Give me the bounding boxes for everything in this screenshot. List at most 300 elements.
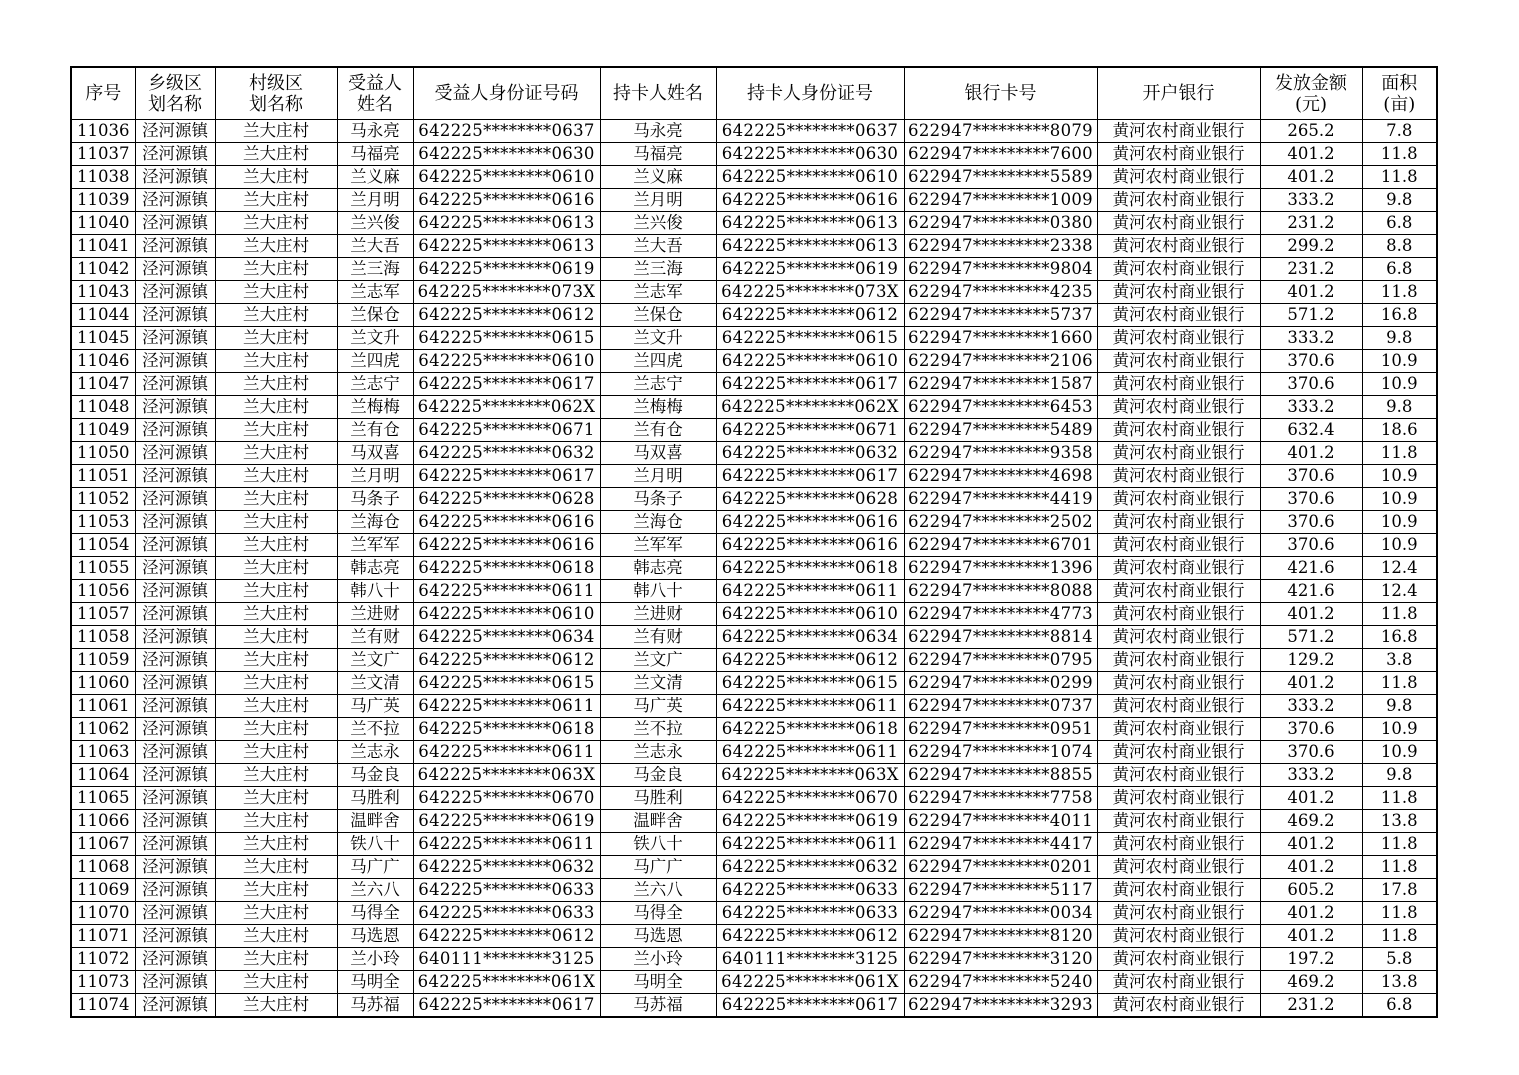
col-cardholder-id-cell: 642225********0632 [716, 442, 904, 465]
table-row [71, 925, 1437, 948]
col-bank-card-cell: 622947*********2502 [904, 511, 1097, 534]
col-area-cell: 10.9 [1362, 718, 1437, 741]
col-bank-card-cell: 622947*********0201 [904, 856, 1097, 879]
col-bank-card-cell: 622947*********9358 [904, 442, 1097, 465]
col-cardholder-name-cell: 兰不拉 [600, 718, 716, 741]
col-beneficiary-id-cell: 642225********0616 [413, 534, 600, 557]
col-township-cell: 泾河源镇 [135, 718, 215, 741]
col-bank-cell: 黄河农村商业银行 [1097, 879, 1260, 902]
col-cardholder-name-cell: 兰文广 [600, 649, 716, 672]
col-beneficiary-id-cell: 642225********0617 [413, 994, 600, 1018]
col-bank-card-cell: 622947*********1009 [904, 189, 1097, 212]
col-village-cell: 兰大庄村 [215, 764, 337, 787]
col-beneficiary-id-cell: 642225********0618 [413, 557, 600, 580]
col-area-cell: 11.8 [1362, 166, 1437, 189]
col-bank-cell: 黄河农村商业银行 [1097, 810, 1260, 833]
col-area-cell: 10.9 [1362, 465, 1437, 488]
col-village-cell: 兰大庄村 [215, 189, 337, 212]
col-beneficiary-id-cell: 642225********0613 [413, 235, 600, 258]
col-bank-cell: 黄河农村商业银行 [1097, 695, 1260, 718]
col-township-cell: 泾河源镇 [135, 442, 215, 465]
col-cardholder-id-cell: 642225********0612 [716, 925, 904, 948]
col-beneficiary-id-cell: 642225********0671 [413, 419, 600, 442]
col-beneficiary-id-cell: 642225********0610 [413, 603, 600, 626]
col-bank-card-cell: 622947*********9804 [904, 258, 1097, 281]
col-township-cell: 泾河源镇 [135, 350, 215, 373]
col-amount-cell: 370.6 [1260, 534, 1362, 557]
col-bank-card-cell: 622947*********0737 [904, 695, 1097, 718]
col-cardholder-name-cell: 兰志永 [600, 741, 716, 764]
col-amount-cell: 401.2 [1260, 166, 1362, 189]
col-township-cell: 泾河源镇 [135, 810, 215, 833]
col-bank-cell: 黄河农村商业银行 [1097, 787, 1260, 810]
col-index-cell: 11044 [71, 304, 135, 327]
col-cardholder-id-cell: 642225********0612 [716, 304, 904, 327]
col-amount-cell: 370.6 [1260, 350, 1362, 373]
col-cardholder-name-cell: 马胜利 [600, 787, 716, 810]
col-cardholder-id-cell: 642225********0671 [716, 419, 904, 442]
col-area-cell: 13.8 [1362, 971, 1437, 994]
col-township-cell: 泾河源镇 [135, 488, 215, 511]
col-township-cell: 泾河源镇 [135, 258, 215, 281]
col-cardholder-id-cell: 642225********0610 [716, 603, 904, 626]
col-amount-cell: 197.2 [1260, 948, 1362, 971]
col-beneficiary-name-cell: 马苏福 [337, 994, 413, 1018]
col-township-cell: 泾河源镇 [135, 189, 215, 212]
col-township-cell: 泾河源镇 [135, 948, 215, 971]
col-cardholder-id-cell: 642225********0633 [716, 902, 904, 925]
col-cardholder-name-cell: 兰三海 [600, 258, 716, 281]
col-index-cell: 11061 [71, 695, 135, 718]
header-col-area: 面积 (亩) [1362, 67, 1437, 120]
col-bank-card-cell: 622947*********7600 [904, 143, 1097, 166]
col-bank-card-cell: 622947*********8088 [904, 580, 1097, 603]
table-row [71, 166, 1437, 189]
col-area-cell: 9.8 [1362, 396, 1437, 419]
col-bank-cell: 黄河农村商业银行 [1097, 764, 1260, 787]
col-area-cell: 17.8 [1362, 879, 1437, 902]
col-amount-cell: 333.2 [1260, 695, 1362, 718]
col-village-cell: 兰大庄村 [215, 327, 337, 350]
col-amount-cell: 370.6 [1260, 741, 1362, 764]
col-bank-card-cell: 622947*********0795 [904, 649, 1097, 672]
col-bank-card-cell: 622947*********0299 [904, 672, 1097, 695]
col-village-cell: 兰大庄村 [215, 235, 337, 258]
col-beneficiary-name-cell: 兰文广 [337, 649, 413, 672]
table-row [71, 948, 1437, 971]
col-beneficiary-id-cell: 642225********0617 [413, 373, 600, 396]
header-col-beneficiary-name: 受益人 姓名 [337, 67, 413, 120]
col-amount-cell: 370.6 [1260, 465, 1362, 488]
col-village-cell: 兰大庄村 [215, 120, 337, 143]
col-area-cell: 6.8 [1362, 994, 1437, 1018]
col-cardholder-id-cell: 642225********061X [716, 971, 904, 994]
col-cardholder-id-cell: 642225********0617 [716, 373, 904, 396]
table-row [71, 235, 1437, 258]
col-area-cell: 9.8 [1362, 695, 1437, 718]
col-bank-cell: 黄河农村商业银行 [1097, 258, 1260, 281]
col-amount-cell: 333.2 [1260, 327, 1362, 350]
col-index-cell: 11058 [71, 626, 135, 649]
col-amount-cell: 401.2 [1260, 833, 1362, 856]
col-bank-cell: 黄河农村商业银行 [1097, 442, 1260, 465]
table-row [71, 557, 1437, 580]
col-beneficiary-id-cell: 642225********073X [413, 281, 600, 304]
table-row [71, 649, 1437, 672]
col-beneficiary-id-cell: 642225********0610 [413, 166, 600, 189]
col-cardholder-id-cell: 642225********0613 [716, 235, 904, 258]
col-cardholder-id-cell: 642225********0630 [716, 143, 904, 166]
col-amount-cell: 333.2 [1260, 764, 1362, 787]
subsidy-table [70, 66, 1438, 1018]
col-beneficiary-id-cell: 642225********0616 [413, 189, 600, 212]
col-beneficiary-name-cell: 马条子 [337, 488, 413, 511]
table-row [71, 833, 1437, 856]
header-col-cardholder-id: 持卡人身份证号 [716, 67, 904, 120]
col-township-cell: 泾河源镇 [135, 396, 215, 419]
col-bank-card-cell: 622947*********0951 [904, 718, 1097, 741]
table-row [71, 994, 1437, 1018]
col-cardholder-name-cell: 马广英 [600, 695, 716, 718]
table-row [71, 695, 1437, 718]
col-cardholder-id-cell: 642225********0637 [716, 120, 904, 143]
col-township-cell: 泾河源镇 [135, 281, 215, 304]
col-township-cell: 泾河源镇 [135, 120, 215, 143]
header-col-amount: 发放金额 (元) [1260, 67, 1362, 120]
table-row [71, 902, 1437, 925]
col-index-cell: 11046 [71, 350, 135, 373]
col-beneficiary-name-cell: 韩八十 [337, 580, 413, 603]
col-bank-cell: 黄河农村商业银行 [1097, 350, 1260, 373]
col-area-cell: 9.8 [1362, 764, 1437, 787]
col-beneficiary-id-cell: 642225********0611 [413, 695, 600, 718]
col-beneficiary-name-cell: 兰保仓 [337, 304, 413, 327]
col-cardholder-name-cell: 马得全 [600, 902, 716, 925]
col-bank-cell: 黄河农村商业银行 [1097, 304, 1260, 327]
col-bank-card-cell: 622947*********1396 [904, 557, 1097, 580]
col-cardholder-id-cell: 642225********0611 [716, 741, 904, 764]
col-area-cell: 10.9 [1362, 534, 1437, 557]
col-area-cell: 11.8 [1362, 281, 1437, 304]
table-row [71, 143, 1437, 166]
col-township-cell: 泾河源镇 [135, 787, 215, 810]
table-row [71, 419, 1437, 442]
col-village-cell: 兰大庄村 [215, 695, 337, 718]
col-bank-cell: 黄河农村商业银行 [1097, 534, 1260, 557]
col-cardholder-id-cell: 642225********0633 [716, 879, 904, 902]
col-beneficiary-id-cell: 642225********0619 [413, 810, 600, 833]
col-beneficiary-id-cell: 642225********0633 [413, 902, 600, 925]
col-amount-cell: 370.6 [1260, 373, 1362, 396]
col-beneficiary-name-cell: 马福亮 [337, 143, 413, 166]
table-row [71, 465, 1437, 488]
col-cardholder-name-cell: 兰六八 [600, 879, 716, 902]
col-amount-cell: 605.2 [1260, 879, 1362, 902]
col-bank-card-cell: 622947*********5117 [904, 879, 1097, 902]
col-cardholder-name-cell: 马福亮 [600, 143, 716, 166]
col-beneficiary-id-cell: 642225********0619 [413, 258, 600, 281]
col-bank-card-cell: 622947*********8855 [904, 764, 1097, 787]
col-township-cell: 泾河源镇 [135, 994, 215, 1018]
col-cardholder-id-cell: 642225********0611 [716, 580, 904, 603]
col-bank-cell: 黄河农村商业银行 [1097, 741, 1260, 764]
col-cardholder-id-cell: 642225********0615 [716, 327, 904, 350]
col-bank-card-cell: 622947*********8079 [904, 120, 1097, 143]
col-bank-cell: 黄河农村商业银行 [1097, 511, 1260, 534]
col-amount-cell: 129.2 [1260, 649, 1362, 672]
col-beneficiary-name-cell: 韩志亮 [337, 557, 413, 580]
col-township-cell: 泾河源镇 [135, 925, 215, 948]
col-township-cell: 泾河源镇 [135, 557, 215, 580]
col-village-cell: 兰大庄村 [215, 557, 337, 580]
col-township-cell: 泾河源镇 [135, 327, 215, 350]
col-beneficiary-name-cell: 兰文升 [337, 327, 413, 350]
col-area-cell: 11.8 [1362, 833, 1437, 856]
col-index-cell: 11056 [71, 580, 135, 603]
col-village-cell: 兰大庄村 [215, 281, 337, 304]
col-township-cell: 泾河源镇 [135, 304, 215, 327]
col-village-cell: 兰大庄村 [215, 971, 337, 994]
col-beneficiary-name-cell: 兰志宁 [337, 373, 413, 396]
col-bank-cell: 黄河农村商业银行 [1097, 718, 1260, 741]
table-row [71, 258, 1437, 281]
table-row [71, 856, 1437, 879]
table-row [71, 603, 1437, 626]
col-amount-cell: 401.2 [1260, 442, 1362, 465]
table-row [71, 212, 1437, 235]
col-beneficiary-name-cell: 马胜利 [337, 787, 413, 810]
col-village-cell: 兰大庄村 [215, 925, 337, 948]
col-index-cell: 11072 [71, 948, 135, 971]
col-area-cell: 11.8 [1362, 143, 1437, 166]
col-bank-card-cell: 622947*********7758 [904, 787, 1097, 810]
col-beneficiary-name-cell: 马明全 [337, 971, 413, 994]
header-col-township: 乡级区 划名称 [135, 67, 215, 120]
col-amount-cell: 401.2 [1260, 856, 1362, 879]
col-bank-card-cell: 622947*********4417 [904, 833, 1097, 856]
col-village-cell: 兰大庄村 [215, 741, 337, 764]
col-area-cell: 16.8 [1362, 304, 1437, 327]
col-village-cell: 兰大庄村 [215, 304, 337, 327]
col-township-cell: 泾河源镇 [135, 626, 215, 649]
col-village-cell: 兰大庄村 [215, 396, 337, 419]
table-row [71, 764, 1437, 787]
col-village-cell: 兰大庄村 [215, 534, 337, 557]
col-area-cell: 9.8 [1362, 327, 1437, 350]
col-index-cell: 11071 [71, 925, 135, 948]
col-cardholder-name-cell: 温畔舍 [600, 810, 716, 833]
col-beneficiary-name-cell: 兰兴俊 [337, 212, 413, 235]
col-cardholder-id-cell: 642225********063X [716, 764, 904, 787]
col-beneficiary-name-cell: 兰大吾 [337, 235, 413, 258]
col-village-cell: 兰大庄村 [215, 879, 337, 902]
col-bank-cell: 黄河农村商业银行 [1097, 465, 1260, 488]
col-amount-cell: 231.2 [1260, 994, 1362, 1018]
col-area-cell: 11.8 [1362, 672, 1437, 695]
col-township-cell: 泾河源镇 [135, 879, 215, 902]
col-beneficiary-name-cell: 兰月明 [337, 189, 413, 212]
col-index-cell: 11037 [71, 143, 135, 166]
col-area-cell: 6.8 [1362, 212, 1437, 235]
col-beneficiary-id-cell: 642225********0610 [413, 350, 600, 373]
col-township-cell: 泾河源镇 [135, 166, 215, 189]
col-cardholder-id-cell: 642225********0632 [716, 856, 904, 879]
col-bank-cell: 黄河农村商业银行 [1097, 166, 1260, 189]
table-row [71, 511, 1437, 534]
col-village-cell: 兰大庄村 [215, 810, 337, 833]
col-index-cell: 11043 [71, 281, 135, 304]
table-row [71, 741, 1437, 764]
col-cardholder-name-cell: 兰有仓 [600, 419, 716, 442]
col-cardholder-name-cell: 兰四虎 [600, 350, 716, 373]
col-area-cell: 7.8 [1362, 120, 1437, 143]
col-index-cell: 11049 [71, 419, 135, 442]
col-cardholder-id-cell: 642225********0610 [716, 166, 904, 189]
col-village-cell: 兰大庄村 [215, 787, 337, 810]
col-area-cell: 10.9 [1362, 511, 1437, 534]
col-amount-cell: 370.6 [1260, 718, 1362, 741]
col-amount-cell: 333.2 [1260, 396, 1362, 419]
col-index-cell: 11065 [71, 787, 135, 810]
col-amount-cell: 401.2 [1260, 925, 1362, 948]
col-bank-cell: 黄河农村商业银行 [1097, 902, 1260, 925]
col-bank-cell: 黄河农村商业银行 [1097, 419, 1260, 442]
col-beneficiary-name-cell: 马永亮 [337, 120, 413, 143]
table-row [71, 327, 1437, 350]
col-beneficiary-id-cell: 642225********062X [413, 396, 600, 419]
table-row [71, 626, 1437, 649]
col-amount-cell: 571.2 [1260, 304, 1362, 327]
col-index-cell: 11052 [71, 488, 135, 511]
header-col-beneficiary-id: 受益人身份证号码 [413, 67, 600, 120]
col-cardholder-id-cell: 642225********0611 [716, 833, 904, 856]
col-cardholder-name-cell: 马明全 [600, 971, 716, 994]
col-bank-card-cell: 622947*********1660 [904, 327, 1097, 350]
col-cardholder-name-cell: 兰梅梅 [600, 396, 716, 419]
col-cardholder-id-cell: 642225********0618 [716, 557, 904, 580]
col-beneficiary-name-cell: 兰梅梅 [337, 396, 413, 419]
col-cardholder-id-cell: 642225********0634 [716, 626, 904, 649]
col-cardholder-name-cell: 兰志军 [600, 281, 716, 304]
header-col-bank: 开户银行 [1097, 67, 1260, 120]
col-index-cell: 11042 [71, 258, 135, 281]
table-body [71, 120, 1437, 1018]
col-beneficiary-name-cell: 兰志永 [337, 741, 413, 764]
col-village-cell: 兰大庄村 [215, 350, 337, 373]
col-bank-cell: 黄河农村商业银行 [1097, 396, 1260, 419]
table-row [71, 281, 1437, 304]
col-cardholder-name-cell: 马选恩 [600, 925, 716, 948]
col-township-cell: 泾河源镇 [135, 856, 215, 879]
table-row [71, 534, 1437, 557]
col-index-cell: 11055 [71, 557, 135, 580]
col-township-cell: 泾河源镇 [135, 902, 215, 925]
col-area-cell: 10.9 [1362, 488, 1437, 511]
col-beneficiary-id-cell: 642225********0611 [413, 580, 600, 603]
col-bank-cell: 黄河农村商业银行 [1097, 856, 1260, 879]
col-village-cell: 兰大庄村 [215, 419, 337, 442]
col-area-cell: 11.8 [1362, 856, 1437, 879]
col-bank-card-cell: 622947*********1587 [904, 373, 1097, 396]
col-cardholder-name-cell: 韩八十 [600, 580, 716, 603]
col-cardholder-name-cell: 兰大吾 [600, 235, 716, 258]
col-cardholder-id-cell: 642225********073X [716, 281, 904, 304]
col-cardholder-id-cell: 642225********0617 [716, 994, 904, 1018]
col-bank-card-cell: 622947*********8120 [904, 925, 1097, 948]
col-cardholder-name-cell: 兰海仓 [600, 511, 716, 534]
col-beneficiary-name-cell: 兰三海 [337, 258, 413, 281]
col-beneficiary-name-cell: 兰有财 [337, 626, 413, 649]
col-beneficiary-id-cell: 642225********0634 [413, 626, 600, 649]
col-index-cell: 11040 [71, 212, 135, 235]
col-township-cell: 泾河源镇 [135, 373, 215, 396]
table-row [71, 971, 1437, 994]
col-bank-cell: 黄河农村商业银行 [1097, 488, 1260, 511]
col-bank-card-cell: 622947*********4773 [904, 603, 1097, 626]
col-bank-card-cell: 622947*********8814 [904, 626, 1097, 649]
col-beneficiary-name-cell: 兰六八 [337, 879, 413, 902]
col-beneficiary-id-cell: 642225********0670 [413, 787, 600, 810]
table-row [71, 787, 1437, 810]
col-beneficiary-name-cell: 温畔舍 [337, 810, 413, 833]
col-village-cell: 兰大庄村 [215, 672, 337, 695]
col-cardholder-name-cell: 兰军军 [600, 534, 716, 557]
col-area-cell: 10.9 [1362, 741, 1437, 764]
col-bank-card-cell: 622947*********4011 [904, 810, 1097, 833]
col-index-cell: 11045 [71, 327, 135, 350]
col-beneficiary-name-cell: 兰军军 [337, 534, 413, 557]
col-index-cell: 11057 [71, 603, 135, 626]
col-amount-cell: 401.2 [1260, 902, 1362, 925]
col-index-cell: 11063 [71, 741, 135, 764]
col-cardholder-id-cell: 642225********0619 [716, 258, 904, 281]
col-amount-cell: 265.2 [1260, 120, 1362, 143]
col-index-cell: 11066 [71, 810, 135, 833]
col-area-cell: 11.8 [1362, 442, 1437, 465]
col-beneficiary-name-cell: 兰不拉 [337, 718, 413, 741]
col-area-cell: 12.4 [1362, 557, 1437, 580]
table-row [71, 810, 1437, 833]
table-row [71, 373, 1437, 396]
col-beneficiary-id-cell: 642225********063X [413, 764, 600, 787]
col-amount-cell: 333.2 [1260, 189, 1362, 212]
col-index-cell: 11047 [71, 373, 135, 396]
col-bank-card-cell: 622947*********3120 [904, 948, 1097, 971]
col-area-cell: 10.9 [1362, 350, 1437, 373]
table-row [71, 580, 1437, 603]
table-row [71, 189, 1437, 212]
table-row [71, 120, 1437, 143]
col-bank-card-cell: 622947*********6701 [904, 534, 1097, 557]
col-cardholder-name-cell: 马苏福 [600, 994, 716, 1018]
col-bank-cell: 黄河农村商业银行 [1097, 189, 1260, 212]
col-beneficiary-name-cell: 兰小玲 [337, 948, 413, 971]
col-bank-cell: 黄河农村商业银行 [1097, 672, 1260, 695]
col-cardholder-id-cell: 642225********062X [716, 396, 904, 419]
col-township-cell: 泾河源镇 [135, 672, 215, 695]
table-row [71, 396, 1437, 419]
col-cardholder-id-cell: 642225********0610 [716, 350, 904, 373]
col-amount-cell: 571.2 [1260, 626, 1362, 649]
col-cardholder-id-cell: 642225********0628 [716, 488, 904, 511]
col-cardholder-name-cell: 马双喜 [600, 442, 716, 465]
col-cardholder-id-cell: 642225********0613 [716, 212, 904, 235]
col-village-cell: 兰大庄村 [215, 948, 337, 971]
col-bank-cell: 黄河农村商业银行 [1097, 235, 1260, 258]
col-township-cell: 泾河源镇 [135, 741, 215, 764]
col-area-cell: 13.8 [1362, 810, 1437, 833]
col-cardholder-name-cell: 兰月明 [600, 465, 716, 488]
